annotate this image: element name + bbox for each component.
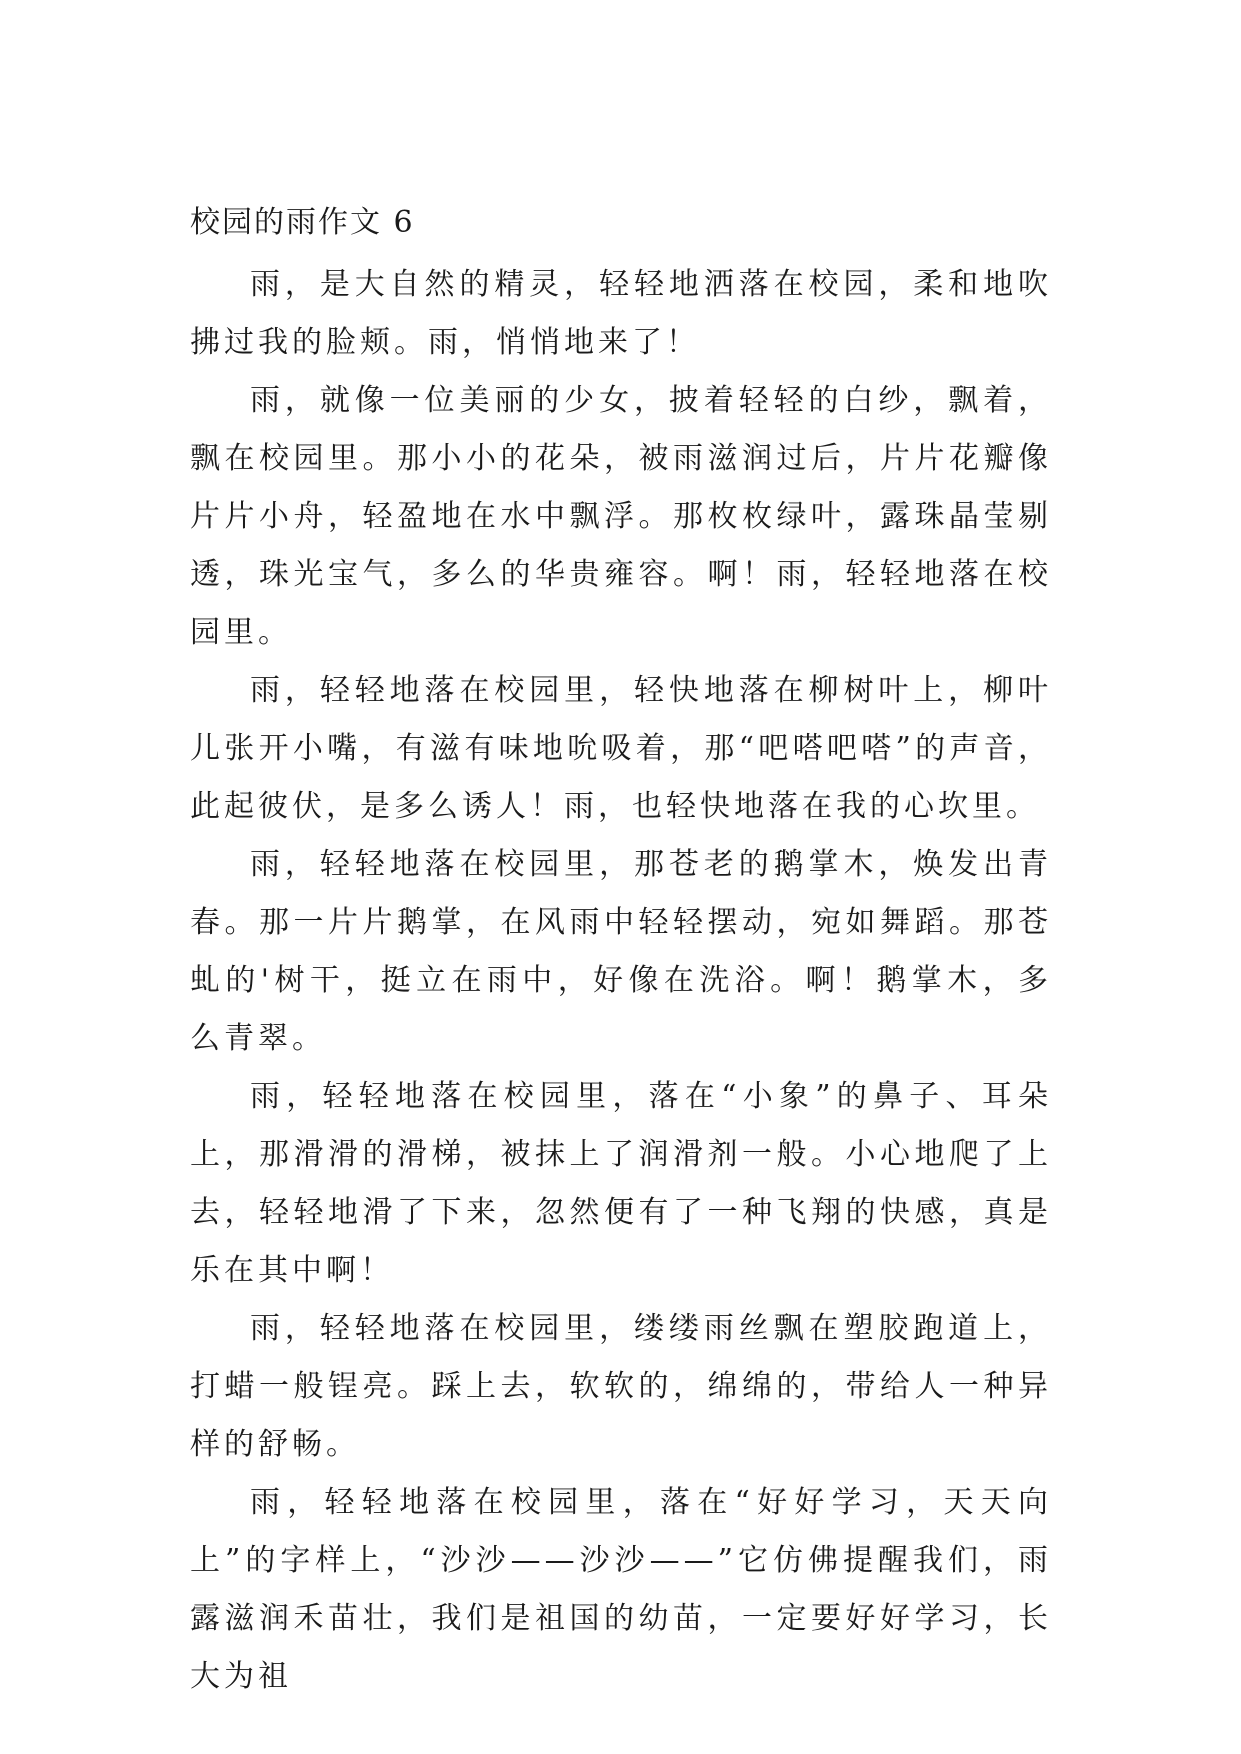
document-page	[190, 198, 1052, 1706]
paragraph-7: 雨，轻轻地落在校园里，落在“好好学习，天天向上”的字样上，“沙沙——沙沙——”它仿佛提醒我们，雨露滋润禾苗壮，我们是祖国的幼苗，一定要好好学习，长大为祖	[190, 1485, 1052, 1694]
paragraph-2: 雨，就像一位美丽的少女，披着轻轻的白纱，飘着，飘在校园里。那小小的花朵，被雨滋润过后，片片花瓣像片片小舟，轻盈地在水中飘浮。那枚枚绿叶，露珠晶莹剔透，珠光宝气，多么的华贵雍容。啊！雨，轻轻地落在校园里。	[190, 383, 1052, 650]
paragraph-1: 雨，是大自然的精灵，轻轻地洒落在校园，柔和地吹拂过我的脸颊。雨，悄悄地来了！	[190, 267, 1052, 360]
paragraph-4: 雨，轻轻地落在校园里，那苍老的鹅掌木，焕发出青春。那一片片鹅掌，在风雨中轻轻摆动，宛如舞蹈。那苍虬的'树干，挺立在雨中，好像在洗浴。啊！鹅掌木，多么青翠。	[190, 847, 1052, 1056]
paragraph-5: 雨，轻轻地落在校园里，落在“小象”的鼻子、耳朵上，那滑滑的滑梯，被抹上了润滑剂一般。小心地爬了上去，轻轻地滑了下来，忽然便有了一种飞翔的快感，真是乐在其中啊！	[190, 1079, 1052, 1288]
paragraph-3: 雨，轻轻地落在校园里，轻快地落在柳树叶上，柳叶儿张开小嘴，有滋有味地吮吸着，那“吧嗒吧嗒”的声音，此起彼伏，是多么诱人！雨，也轻快地落在我的心坎里。	[190, 673, 1052, 824]
essay-title: 校园的雨作文 6	[190, 205, 415, 240]
paragraph-6: 雨，轻轻地落在校园里，缕缕雨丝飘在塑胶跑道上，打蜡一般锃亮。踩上去，软软的，绵绵的，带给人一种异样的舒畅。	[190, 1311, 1052, 1462]
